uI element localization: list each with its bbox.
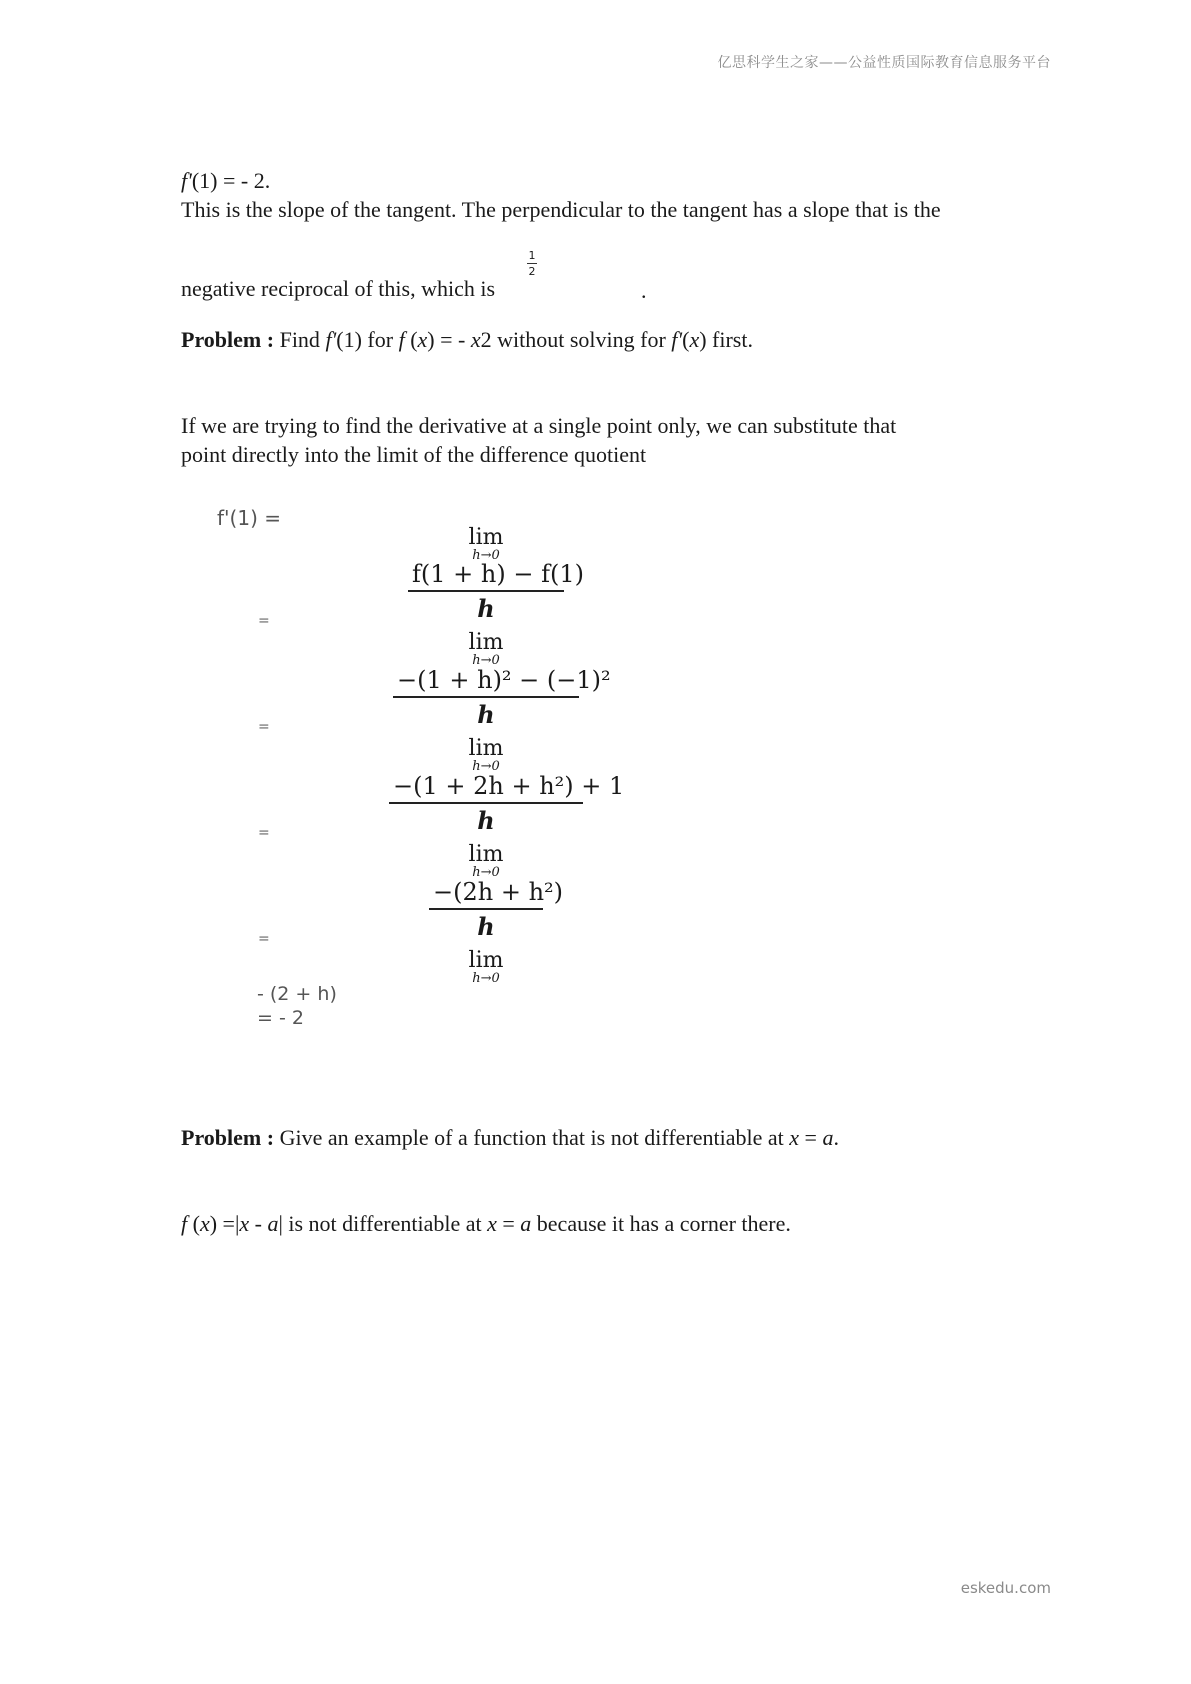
derivation-result: = - 2 bbox=[257, 1007, 304, 1029]
difference-quotient-4 bbox=[429, 878, 564, 941]
quotient-numerator: −(2h + h²) bbox=[429, 878, 543, 910]
quotient-denominator: h bbox=[477, 700, 495, 729]
fraction-numerator: 1 bbox=[528, 249, 536, 262]
one-half-fraction bbox=[527, 249, 537, 278]
derivation-lhs: f'(1) = bbox=[217, 506, 281, 530]
derivation-tail-expression: - (2 + h) bbox=[257, 983, 337, 1005]
derivative-value: (1) = - 2. bbox=[191, 168, 271, 193]
equals-sign: = bbox=[258, 931, 270, 947]
problem-label: Problem : bbox=[181, 327, 275, 352]
derivative-value-line bbox=[181, 166, 270, 196]
quotient-denominator: h bbox=[477, 806, 495, 835]
limit-5: lim h→0 bbox=[468, 948, 504, 986]
page-header: 亿思科学生之家——公益性质国际教育信息服务平台 bbox=[717, 55, 1051, 71]
page-footer: eskedu.com bbox=[960, 1579, 1051, 1597]
problem-2: Problem : Give an example of a function that is not differentiable at x = a. bbox=[181, 1125, 839, 1150]
limit-3: lim h→0 bbox=[468, 736, 504, 774]
quotient-denominator: h bbox=[477, 912, 495, 941]
difference-quotient-3 bbox=[389, 772, 625, 835]
fraction-bar bbox=[527, 263, 537, 264]
explanation-line-1: If we are trying to find the derivative at a single point only, we can substitute that bbox=[181, 413, 897, 438]
limit-4: lim h→0 bbox=[468, 842, 504, 880]
fraction-denominator: 2 bbox=[528, 265, 536, 278]
lim-word: lim bbox=[468, 525, 504, 550]
quotient-numerator: −(1 + 2h + h²) + 1 bbox=[389, 772, 583, 804]
limit-1 bbox=[426, 527, 546, 562]
reciprocal-sentence: negative reciprocal of this, which is bbox=[181, 276, 496, 301]
quotient-numerator: f(1 + h) − f(1) bbox=[408, 560, 564, 592]
equals-sign: = bbox=[258, 825, 270, 841]
quotient-denominator: h bbox=[477, 594, 495, 623]
explanation-line-2: point directly into the limit of the difference quotient bbox=[181, 442, 647, 467]
problem-1: Problem : Find f'(1) for f (x) = - x2 without solving for f'(x) first. bbox=[181, 327, 753, 352]
answer-2: f (x) =|x - a| is not differentiable at x = a because it has a corner there. bbox=[181, 1211, 791, 1236]
slope-sentence: This is the slope of the tangent. The perpendicular to the tangent has a slope that is the bbox=[181, 197, 941, 222]
equals-sign: = bbox=[258, 719, 270, 735]
equals-sign: = bbox=[258, 613, 270, 629]
lim-subscript: h→0 bbox=[472, 548, 500, 563]
problem-label: Problem : bbox=[181, 1125, 275, 1150]
difference-quotient-2 bbox=[393, 666, 611, 729]
difference-quotient-1 bbox=[408, 560, 584, 623]
quotient-numerator: −(1 + h)² − (−1)² bbox=[393, 666, 579, 698]
f-prime: f' bbox=[181, 168, 192, 193]
limit-2: lim h→0 bbox=[468, 630, 504, 668]
reciprocal-period: . bbox=[641, 278, 647, 303]
